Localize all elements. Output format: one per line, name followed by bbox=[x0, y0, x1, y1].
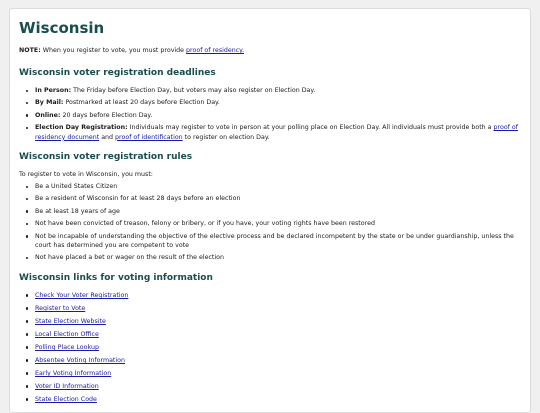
rules-intro: To register to vote in Wisconsin, you must: bbox=[19, 171, 153, 179]
list-item: Not be incapable of understanding the objective of the elective process and be declared incompetent by the state or be under guardianship, unless the court has determined you are competent to vote bbox=[26, 232, 522, 251]
rules-list bbox=[19, 182, 522, 263]
list-item bbox=[26, 317, 522, 326]
list-item bbox=[26, 86, 522, 95]
local-election-office-link[interactable]: Local Election Office bbox=[35, 330, 99, 338]
list-item bbox=[26, 111, 522, 120]
register-to-vote-link[interactable]: Register to Vote bbox=[35, 304, 86, 312]
list-item bbox=[26, 369, 522, 378]
absentee-voting-link[interactable]: Absentee Voting Information bbox=[35, 356, 125, 364]
proof-of-residency-link[interactable]: proof of residency. bbox=[186, 47, 244, 54]
page-title: Wisconsin bbox=[19, 19, 105, 37]
deadlines-heading: Wisconsin voter registration deadlines bbox=[19, 68, 216, 78]
links-heading: Wisconsin links for voting information bbox=[19, 272, 213, 283]
deadline-text: Individuals may register to vote in person at your polling place on Election Day. All individuals must provide both a bbox=[127, 124, 494, 132]
deadline-text: Postmarked at least 20 days before Election Day. bbox=[63, 99, 220, 107]
deadline-text: and bbox=[99, 133, 116, 141]
content-card bbox=[9, 8, 531, 413]
list-item bbox=[26, 123, 522, 142]
early-voting-link[interactable]: Early Voting Information bbox=[35, 369, 112, 377]
list-item bbox=[26, 395, 522, 404]
deadlines-list bbox=[19, 86, 522, 142]
list-item bbox=[26, 343, 522, 352]
check-registration-link[interactable]: Check Your Voter Registration bbox=[35, 291, 129, 299]
list-item bbox=[26, 356, 522, 365]
list-item: Not have been convicted of treason, felony or bribery, or if you have, your voting rights have been restored bbox=[26, 219, 522, 228]
rules-section bbox=[19, 151, 522, 263]
list-item: Be at least 18 years of age bbox=[26, 207, 522, 216]
deadline-label: In Person: bbox=[35, 87, 72, 94]
polling-place-lookup-link[interactable]: Polling Place Lookup bbox=[35, 343, 99, 351]
list-item bbox=[26, 291, 522, 300]
deadline-label: Election Day Registration: bbox=[35, 124, 128, 132]
list-item bbox=[26, 330, 522, 339]
deadline-label: By Mail: bbox=[35, 99, 64, 107]
deadlines-section bbox=[19, 67, 522, 142]
links-list bbox=[19, 291, 522, 404]
list-item bbox=[26, 382, 522, 391]
residency-note bbox=[19, 46, 522, 55]
state-election-code-link[interactable]: State Election Code bbox=[35, 395, 97, 403]
list-item: Not have placed a bet or wager on the result of the election bbox=[26, 253, 522, 262]
note-label: NOTE: bbox=[19, 47, 41, 54]
list-item: Be a resident of Wisconsin for at least 28 days before an election bbox=[26, 194, 522, 203]
deadline-text: The Friday before Election Day, but voters may also register on Election Day. bbox=[71, 87, 316, 94]
rules-heading: Wisconsin voter registration rules bbox=[19, 152, 193, 163]
links-section bbox=[19, 272, 522, 404]
proof-of-identification-link[interactable]: proof of identification bbox=[115, 133, 183, 141]
list-item: Be a United States Citizen bbox=[26, 182, 522, 191]
list-item bbox=[26, 304, 522, 313]
deadline-text: to register on election Day. bbox=[182, 133, 270, 141]
list-item bbox=[26, 98, 522, 107]
voter-id-link[interactable]: Voter ID Information bbox=[35, 382, 99, 390]
state-election-website-link[interactable]: State Election Website bbox=[35, 317, 106, 325]
deadline-label: Online: bbox=[35, 111, 61, 119]
note-text: When you register to vote, you must provide bbox=[40, 47, 187, 54]
deadline-text: 20 days before Election Day. bbox=[60, 111, 153, 119]
proof-of-residency-document-link[interactable]: proof of residency document bbox=[35, 124, 518, 141]
